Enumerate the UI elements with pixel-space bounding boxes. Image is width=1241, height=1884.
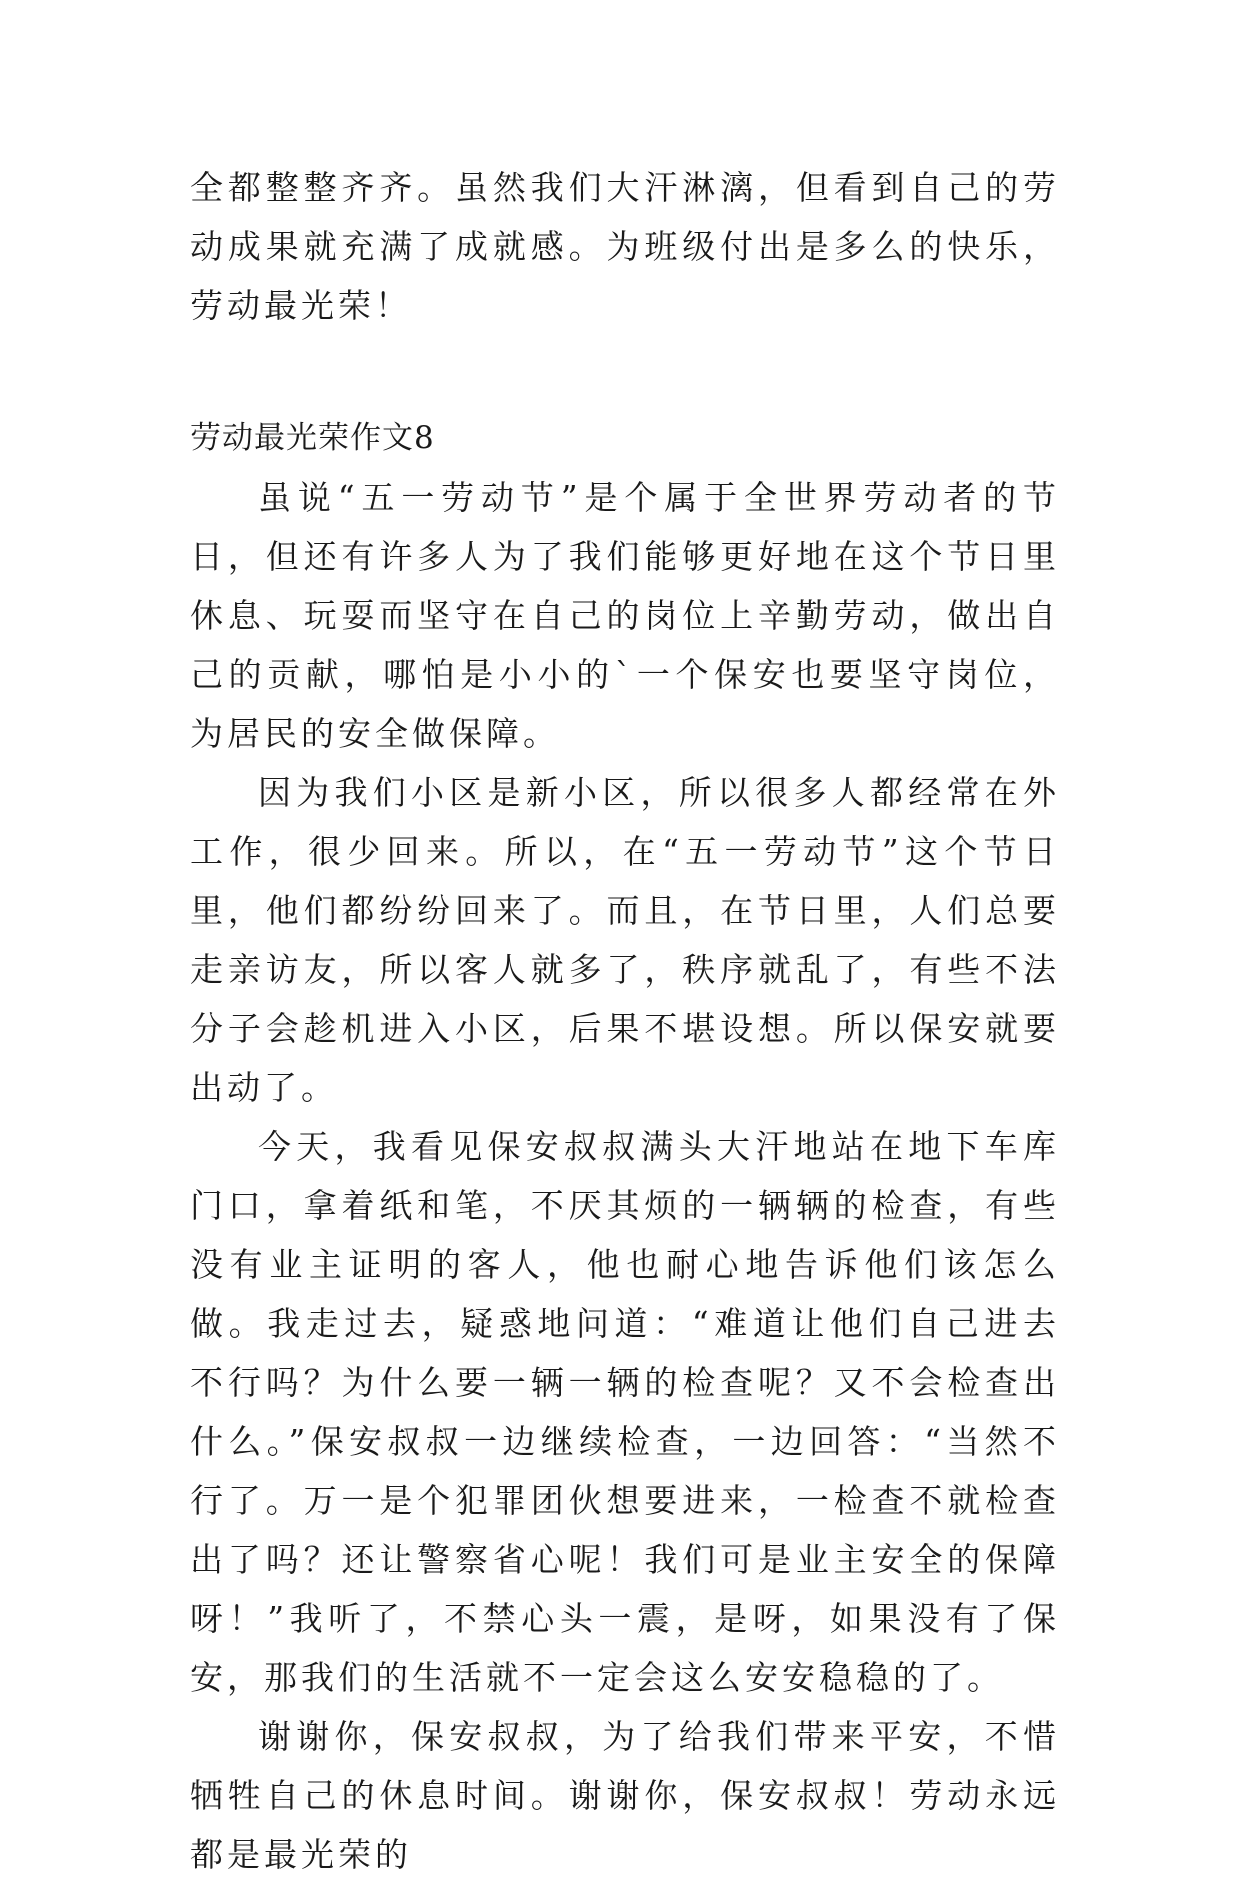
continued-paragraph: 全都整整齐齐。虽然我们大汗淋漓，但看到自己的劳动成果就充满了成就感。为班级付出是多么的快乐，劳动最光荣！ [190,168,1060,325]
paragraph-3: 今天，我看见保安叔叔满头大汗地站在地下车库门口，拿着纸和笔，不厌其烦的一辆辆的检查，有些没有业主证明的客人，他也耐心地告诉他们该怎么做。我走过去，疑惑地问道：“难道让他们自己进去不行吗？为什么要一辆一辆的检查呢？又不会检查出什么。”保安叔叔一边继续检查，一边回答：“当然不行了。万一是个犯罪团伙想要进来，一检查不就检查出了吗？还让警察省心呢！我们可是业主安全的保障呀！”我听了，不禁心头一震，是呀，如果没有了保安，那我们的生活就不一定会这么安安稳稳的了。 [190,1127,1060,1697]
document-body [190,158,1060,1884]
paragraph-2: 因为我们小区是新小区，所以很多人都经常在外工作，很少回来。所以，在“五一劳动节”这个节日里，他们都纷纷回来了。而且，在节日里，人们总要走亲访友，所以客人就多了，秩序就乱了，有些不法分子会趁机进入小区，后果不堪设想。所以保安就要出动了。 [190,773,1060,1107]
essay-title: 劳动最光荣作文8 [190,420,435,456]
paragraph-1: 虽说“五一劳动节”是个属于全世界劳动者的节日，但还有许多人为了我们能够更好地在这个节日里休息、玩耍而坚守在自己的岗位上辛勤劳动，做出自己的贡献，哪怕是小小的`一个保安也要坚守岗位，为居民的安全做保障。 [190,478,1060,753]
paragraph-4: 谢谢你，保安叔叔，为了给我们带来平安，不惜牺牲自己的休息时间。谢谢你，保安叔叔！劳动永远都是最光荣的 [190,1717,1060,1874]
